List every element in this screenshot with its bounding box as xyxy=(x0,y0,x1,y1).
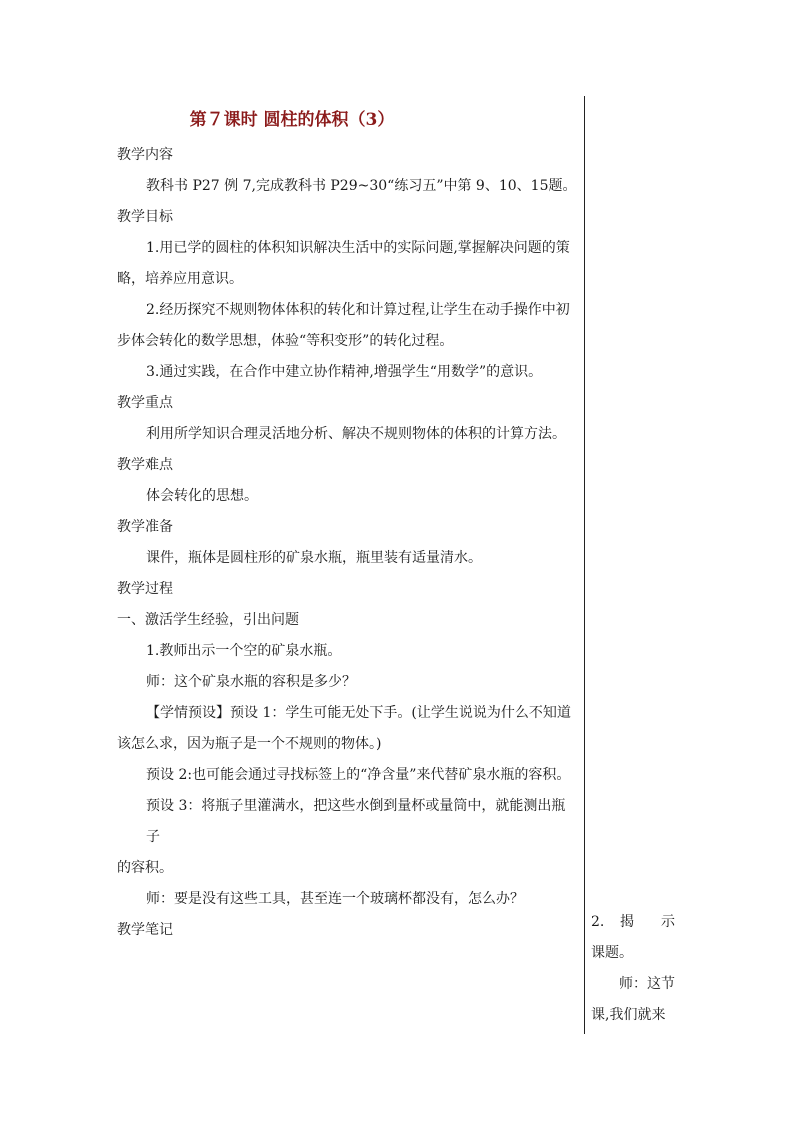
preparation-text: 课件，瓶体是圆柱形的矿泉水瓶，瓶里装有适量清水。 xyxy=(146,550,482,566)
goal-2-line-2: 步体会转化的数学思想，体验“等积变形”的转化过程。 xyxy=(117,333,454,349)
preset-1-line-2: 该怎么求，因为瓶子是一个不规则的物体。) xyxy=(117,736,382,752)
preset-3-line-1: 预设 3：将瓶子里灌满水，把这些水倒到量杯或量筒中，就能测出瓶子 xyxy=(146,798,566,845)
lesson-body xyxy=(117,140,579,946)
section-heading-goals: 教学目标 xyxy=(117,209,173,225)
section-heading-process: 教学过程 xyxy=(117,581,173,597)
key-points-text: 利用所学知识合理灵活地分析、解决不规则物体的体积的计算方法。 xyxy=(146,426,566,442)
side-note-line-1: 2. 揭 示 xyxy=(591,914,675,930)
section-heading-notes: 教学笔记 xyxy=(117,922,173,938)
preset-2: 预设 2:也可能会通过寻找标签上的“净含量”来代替矿泉水瓶的容积。 xyxy=(146,767,571,783)
process-step-1: 1.教师出示一个空的矿泉水瓶。 xyxy=(146,643,342,659)
side-note-line-3: 师：这节 xyxy=(619,976,675,992)
teacher-followup: 师：要是没有这些工具，甚至连一个玻璃杯都没有，怎么办？ xyxy=(146,891,524,907)
preset-1-line-1: 【学情预设】预设 1：学生可能无处下手。(让学生说说为什么不知道 xyxy=(146,705,571,721)
side-notes xyxy=(591,907,675,1031)
margin-divider xyxy=(584,96,585,1034)
paragraph-textbook: 教科书 P27 例 7,完成教科书 P29~30“练习五”中第 9、10、15题。 xyxy=(146,178,577,194)
section-heading-content: 教学内容 xyxy=(117,147,173,163)
preset-3-line-2: 的容积。 xyxy=(117,860,173,876)
goal-1-line-1: 1.用已学的圆柱的体积知识解决生活中的实际问题,掌握解决问题的策 xyxy=(146,240,570,256)
side-note-line-2: 课题。 xyxy=(591,945,633,961)
goal-2-line-1: 2.经历探究不规则物体体积的转化和计算过程,让学生在动手操作中初 xyxy=(146,302,570,318)
process-part-1-heading: 一、激活学生经验，引出问题 xyxy=(117,612,299,628)
teacher-question: 师：这个矿泉水瓶的容积是多少？ xyxy=(146,674,356,690)
section-heading-key-points: 教学重点 xyxy=(117,395,173,411)
section-heading-difficulties: 教学难点 xyxy=(117,457,173,473)
page-title: 第７课时 圆柱的体积（3） xyxy=(189,110,395,130)
side-note-line-4: 课,我们就来 xyxy=(591,1007,666,1023)
difficulties-text: 体会转化的思想。 xyxy=(146,488,258,504)
goal-1-line-2: 略，培养应用意识。 xyxy=(117,271,243,287)
section-heading-preparation: 教学准备 xyxy=(117,519,173,535)
goal-3: 3.通过实践，在合作中建立协作精神,增强学生“用数学”的意识。 xyxy=(146,364,543,380)
